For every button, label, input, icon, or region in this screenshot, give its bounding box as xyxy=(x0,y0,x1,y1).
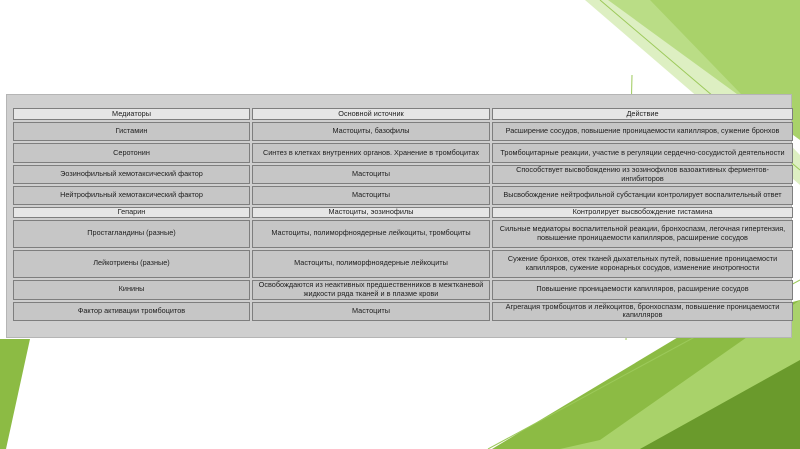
action-cell: Высвобождение нейтрофильной субстанции контролирует воспалительный ответ xyxy=(492,186,793,205)
table-row xyxy=(13,302,793,321)
table-row xyxy=(13,250,793,278)
table-row xyxy=(13,186,793,205)
mediator-cell: Нейтрофильный хемотаксический фактор xyxy=(13,186,250,205)
source-cell: Освобождаются из неактивных предшественников в межтканевой жидкости ряда тканей и в плазме крови xyxy=(252,280,490,300)
table-row xyxy=(13,207,793,218)
table-header-row xyxy=(13,108,793,120)
mediator-cell: Лейкотриены (разные) xyxy=(13,250,250,278)
source-cell: Мастоциты, полиморфноядерные лейкоциты, тромбоциты xyxy=(252,220,490,248)
mediators-table xyxy=(11,106,795,323)
action-cell: Тромбоцитарные реакции, участие в регуляции сердечно-сосудистой деятельности xyxy=(492,143,793,163)
source-cell: Мастоциты xyxy=(252,186,490,205)
mediator-cell: Гистамин xyxy=(13,122,250,141)
source-cell: Мастоциты, эозинофилы xyxy=(252,207,490,218)
header-source: Основной источник xyxy=(252,108,490,120)
mediator-cell: Гепарин xyxy=(13,207,250,218)
source-cell: Мастоциты, полиморфноядерные лейкоциты xyxy=(252,250,490,278)
header-mediators: Медиаторы xyxy=(13,108,250,120)
mediator-cell: Эозинофильный хемотаксический фактор xyxy=(13,165,250,184)
source-cell: Синтез в клетках внутренних органов. Хранение в тромбоцитах xyxy=(252,143,490,163)
mediators-table-panel xyxy=(6,94,792,338)
mediator-cell: Кинины xyxy=(13,280,250,300)
green-shape-left xyxy=(0,339,30,449)
action-cell: Агрегация тромбоцитов и лейкоцитов, бронхоспазм, повышение проницаемости капилляров xyxy=(492,302,793,321)
table-row xyxy=(13,122,793,141)
source-cell: Мастоциты, базофилы xyxy=(252,122,490,141)
mediator-cell: Фактор активации тромбоцитов xyxy=(13,302,250,321)
table-row xyxy=(13,143,793,163)
action-cell: Контролирует высвобождение гистамина xyxy=(492,207,793,218)
action-cell: Способствует высвобождению из эозинофилов вазоактивных ферментов-ингибиторов xyxy=(492,165,793,184)
action-cell: Сильные медиаторы воспалительной реакции, бронхоспазм, легочная гипертензия, повышение проницаемости капилляров, расширение сосудов xyxy=(492,220,793,248)
action-cell: Повышение проницаемости капилляров, расширение сосудов xyxy=(492,280,793,300)
header-action: Действие xyxy=(492,108,793,120)
source-cell: Мастоциты xyxy=(252,165,490,184)
source-cell: Мастоциты xyxy=(252,302,490,321)
table-row xyxy=(13,220,793,248)
table-row xyxy=(13,280,793,300)
table-row xyxy=(13,165,793,184)
mediator-cell: Простагландины (разные) xyxy=(13,220,250,248)
action-cell: Расширение сосудов, повышение проницаемости капилляров, сужение бронхов xyxy=(492,122,793,141)
mediator-cell: Серотонин xyxy=(13,143,250,163)
action-cell: Сужение бронхов, отек тканей дыхательных путей, повышение проницаемости капилляров, сужение коронарных сосудов, изменение инотропности xyxy=(492,250,793,278)
